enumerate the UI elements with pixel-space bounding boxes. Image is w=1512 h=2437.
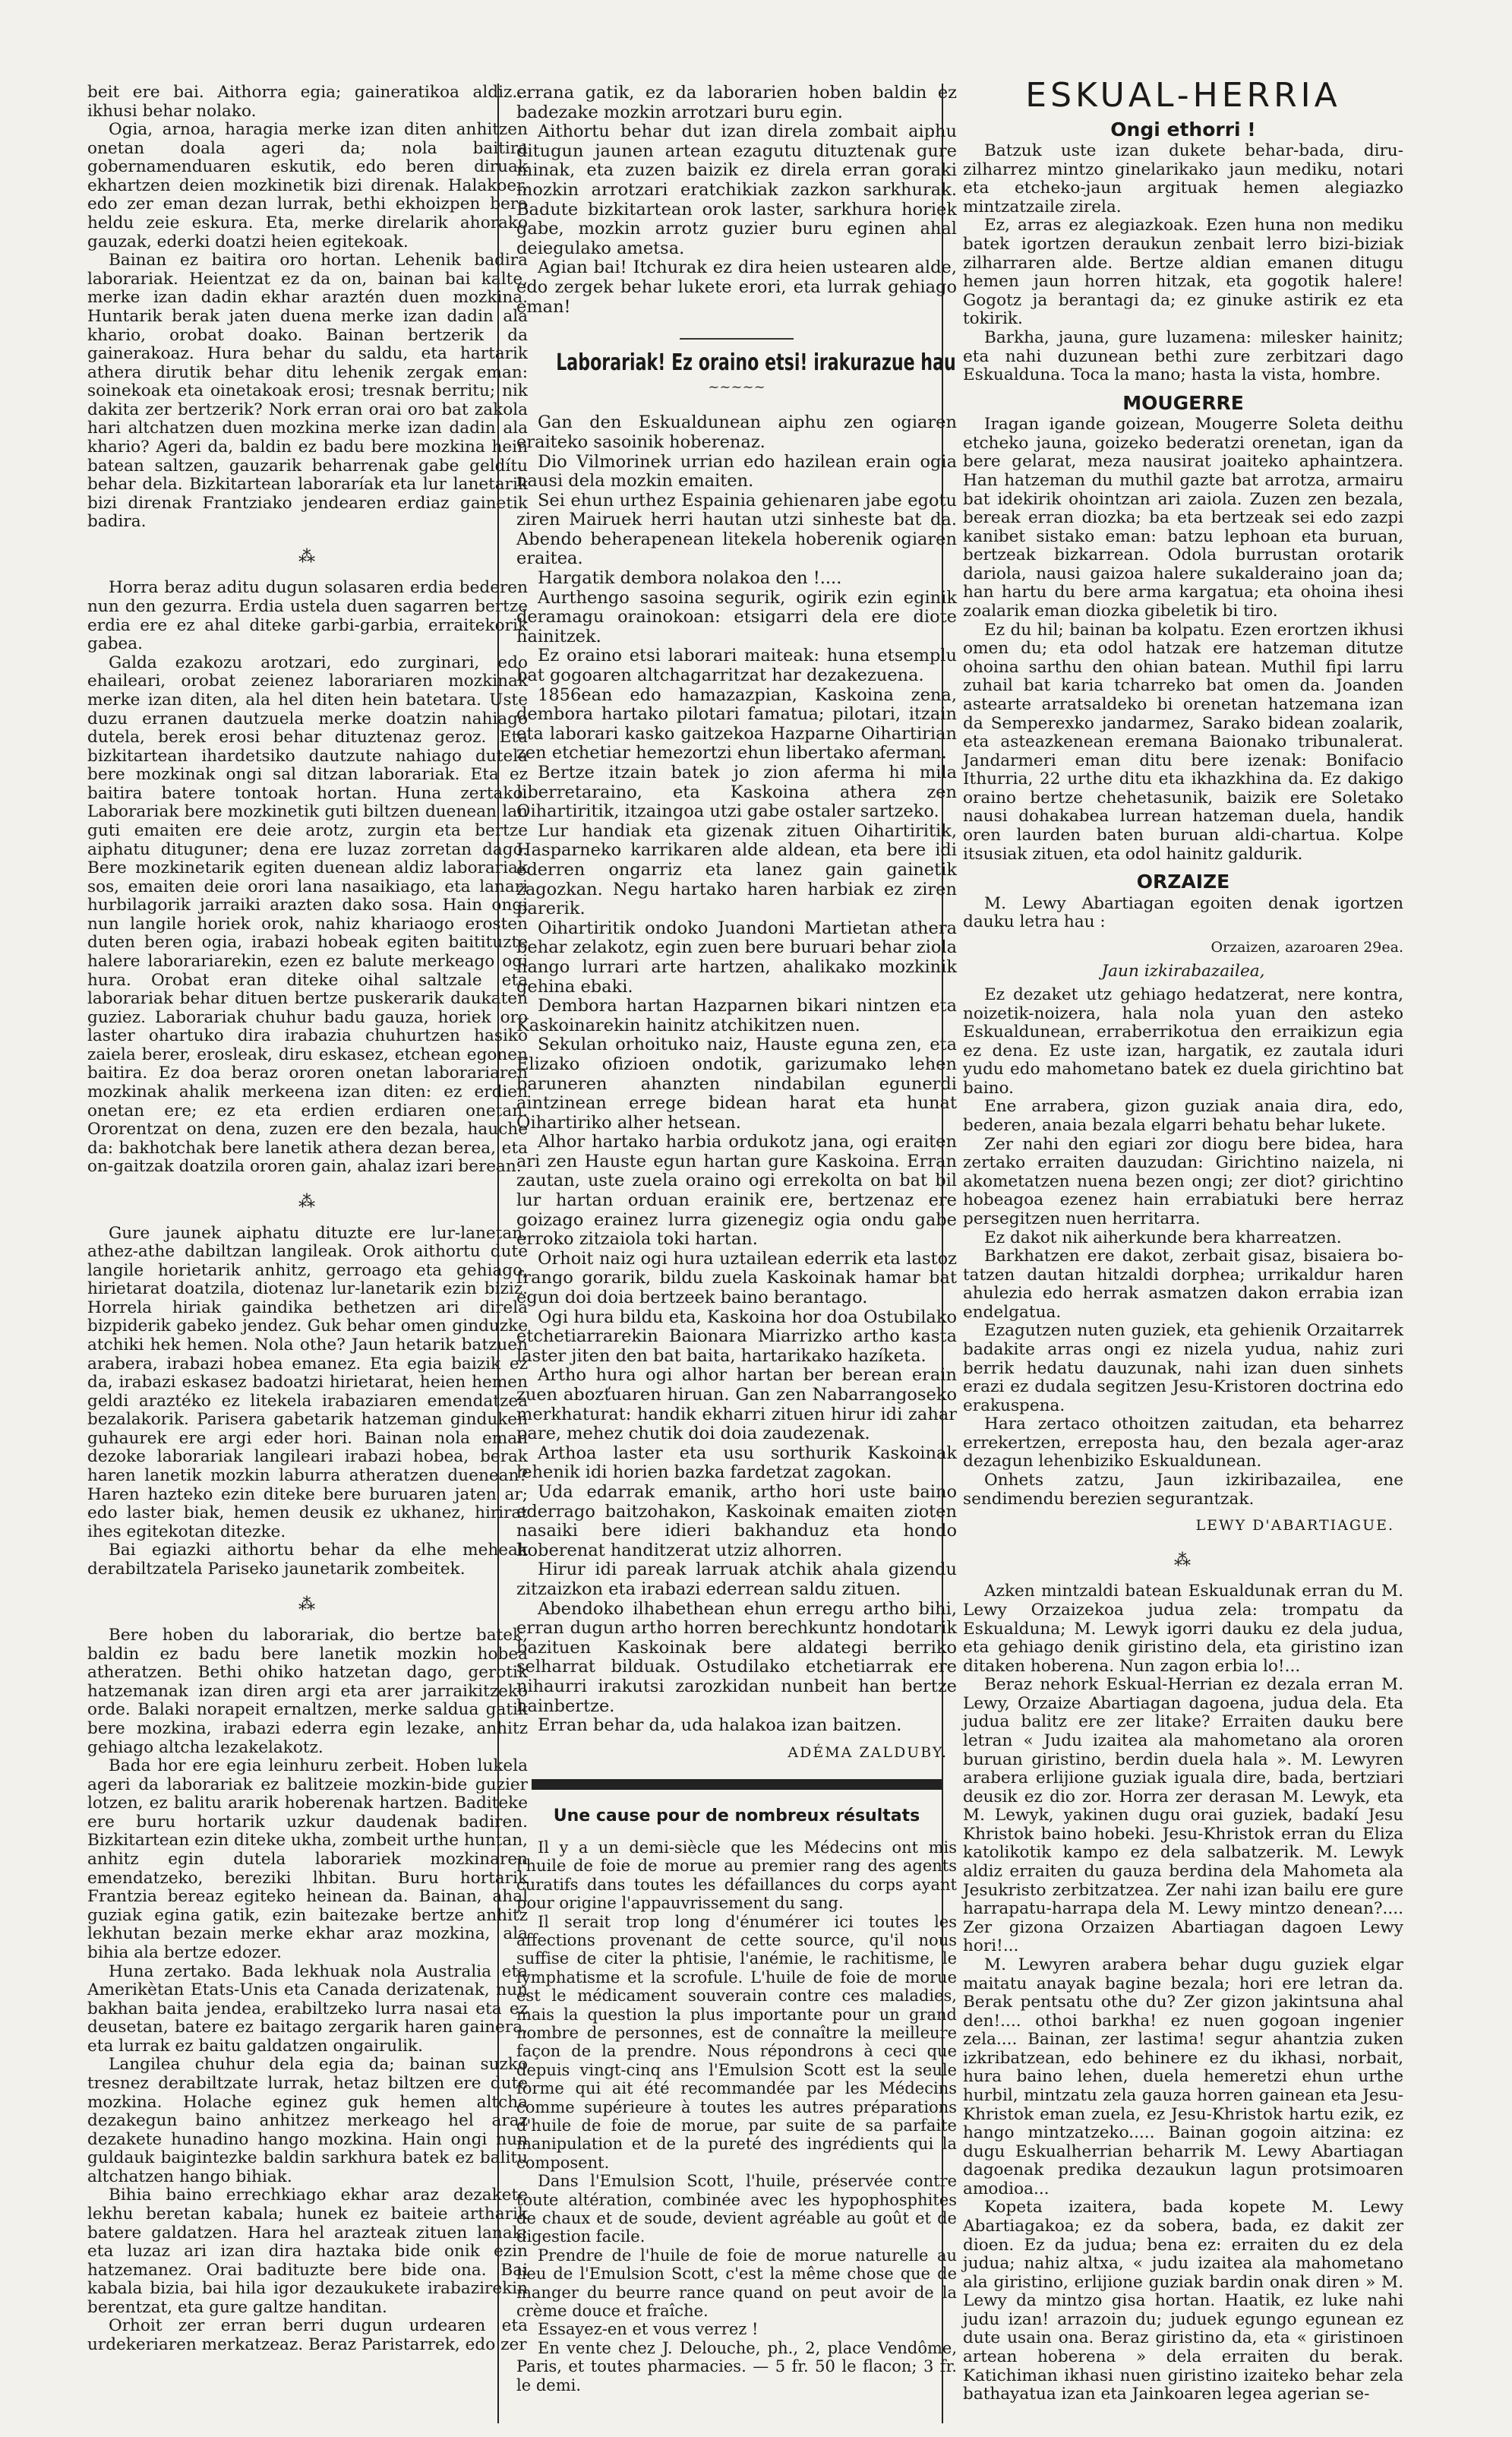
asterism-separator: ⁂	[298, 547, 317, 567]
paragraph: Sei ehun urthez Espainia gehienaren jabe egotu ziren Mairuek herri hautan utzi sinheste bat da. Abendo beherapenean litekela hoberenik ogiaren eraitea.	[516, 490, 957, 569]
paragraph: Bai egiazki aithortu behar da elhe meheak derabiltzatela Pariseko jaunetarik zombeitek.	[87, 1541, 528, 1579]
letter-salutation: Jaun izkirabazailea,	[1101, 962, 1265, 981]
paragraph: Beraz nehork Eskual-Herrian ez dezala erran M. Lewy, Orzaize Abartiagan dagoena, judua dela. Eta judua balitz ere zer litake? Erraiten dauku bere letran « Judu izaitea ala mahometano ala ororen buruan giristino, berdin duela hala ». M. Lewyren arabera erlijione guziak iguala dire, bada, bertziari deusik ez dio zor. Horra zer derasan M. Lewyk, eta M. Lewyk, yakinen dugu orai guziek, badakí Jesu Khristok baino hobeki. Jesu-Khristok erran du Eliza katolikotik kampo ez dela salbatzerik. M. Lewyk aldiz erraiten du gauza berdina dela Mahometa ala Jesukristo zerbitzatzea. Zer nahi izan bailu ere gure harrapatu-harrapa dela M. Lewy mintzo denean?.... Zer gizona Orzaizen Abartiagan dagoen Lewy hori!...	[963, 1675, 1403, 1956]
author-signature: ADÉMA ZALDUBY.	[788, 1743, 948, 1761]
paragraph: 1856ean edo hamazazpian, Kaskoina zena, dembora hartako pilotari famatua; pilotari, itzain eta laborari kasko gaitzekoa Hazparne Oihartirian zen etchetiar hemezortzi ehun libertako aferman.	[516, 684, 957, 763]
section-title: Ongi ethorri !	[1110, 118, 1256, 141]
paragraph: Dans l'Emulsion Scott, l'huile, préservée contre toute altération, combinée avec les hypophosphites de chaux et de soude, devient agréable au goût et de digestion facile.	[516, 2172, 957, 2246]
paragraph: Oihartiritik ondoko Juandoni Martietan athera behar zelakotz, egin zuen bere buruari behar ziola hango lurrari arte hartzen, ahalikako mozkinik gehina ebaki.	[516, 918, 957, 997]
paragraph: Hirur idi pareak larruak atchik ahala gizendu zitzaizkon eta irabazi ederrean saldu zituen.	[516, 1560, 957, 1599]
paragraph: Zer nahi den egiari zor diogu bere bidea, hara zertako erraiten dauzudan: Girichtino naizela, ni akometatzen nuena bezen ongi; zer diot? girichtino hobeagoa ezenez hain errabiatuki bere herraz persegitzen nuen herritarra.	[963, 1134, 1403, 1228]
paragraph: Azken mintzaldi batean Eskualdunak erran du M. Lewy Orzaizekoa judua zela: trompatu da Eskualduna; M. Lewyk igorri dauku ez dela judua, eta gehiago denik giristino dela, eta giristino izan ditaken hoberena. Nun zagon erbia lo!...	[963, 1582, 1403, 1676]
column-2	[516, 84, 957, 2394]
letter-dateline: Orzaizen, azaroaren 29ea.	[1211, 938, 1403, 956]
paragraph: Barkhatzen ere dakot, zerbait gisaz, bisaiera bo-tatzen dautan hitzaldi dorphea; urrikaldur haren ahulezia edo herrak asmatzen dakon errabia izan endelgatua.	[963, 1247, 1403, 1322]
paragraph: Iragan igande goizean, Mougerre Soleta deithu etcheko jauna, goizeko bederatzi orenetan, igan da bere gelarat, meza nausirat joaiteko aphaintzera. Han hatzeman du muthil gazte bat arrotza, armairu bat idekirik ohointzan ari zaiola. Zuzen zen bezala, bereak erran diozka; ba eta bertzeak sei edo zazpi kanibet sistako eman: batzu lephoan eta buruan, bertzeak bizkarrean. Odola burrustan orotarik dariola, nausi gaizoa halere sukalderaino joan da; han hartu du bere arma kargatua; eta ohoina ihesi zoalarik eman diozka gibeletik bi tiro.	[963, 415, 1403, 621]
black-divider-bar	[532, 1779, 942, 1790]
paragraph: Gure jaunek aiphatu dituzte ere lur-lanetan, athez-athe dabiltzan langileak. Orok aithortu dute langile horietarik anhitz, gerroago eta gehiago, hirietarat doatzila, diotenaz lur-lanetarik ezin biziz. Horrela hiriak gaindika bethetzen ari direla bizpiderik gabeko jendez. Guk behar omen ginduzke atchiki hek hemen. Nola othe? Jaun hetarik batzuen arabera, irabazi hobea emanez. Eta egia baizik ez da, irabazi eskasez badoatzi hirietarat, heien hemen geldi araztéko ez litekela irabaziaren emendatzea bezalakorik. Parisera gabetarik hatzeman ginduken guhaurek ere argi eder hori. Bainan nola eman dezoke laborariak langileari irabazi hobea, berak haren lanetik mozkin laburra atheratzen duenean? Haren hazteko ezin diteke bere buruaren jaten ar; edo laster biak, hemen deusik ez ukhanez, hirirat ihes egitekotan ditezke.	[87, 1223, 528, 1541]
paragraph: Ez oraino etsi laborari maiteak: huna etsemplu bat gogoaren altchagarritzat har dezakezuena.	[516, 646, 957, 686]
paragraph: Arthoa laster eta usu sorthurik Kaskoinak lehenik idi horien bazka fardetzat zagokan.	[516, 1443, 957, 1483]
paragraph: Dembora hartan Hazparnen bikari nintzen eta Kaskoinarekin hainitz atchikitzen nuen.	[516, 996, 957, 1035]
paragraph: Ogia, arnoa, haragia merke izan diten anhitzen onetan doala ageri da; nola baitira gobernamenduaren eskutik, edo beren diruak ekhartzen deien mozkinetik bizi direnak. Halakoer, edo zer eman dezan lurrak, bethi ekhoizpen bera heldu zeie eskura. Eta, merke direlarik ahorako gauzak, ederki doatzi heien egitekoak.	[87, 120, 528, 251]
paragraph: Orhoit naiz ogi hura uztailean ederrik eta lastoz frango gorarik, bildu zuela Kaskoinak hamar bat egun doi doia bertzeek baino berantago.	[516, 1248, 957, 1308]
paragraph: beit ere bai. Aithorra egia; gaineratikoa aldiz... ikhusi behar nolako.	[87, 83, 528, 121]
column-1	[87, 84, 528, 2355]
paragraph: Essayez-en et vous verrez !	[538, 2320, 759, 2339]
paragraph: Bere hoben du laborariak, dio bertze batek, baldin ez badu bere lanetik mozkin hobea atheratzen. Bethi ohiko hatzetan dago, gerotik hatzemanak izan diren argi eta arer jarraikitzeko orde. Balaki norapeit ernaltzen, merke saldua gatik bere mozkina, irabazi ederra egin lezake, anhitz gehiago altcha lezakelakotz.	[87, 1626, 528, 1757]
paragraph: M. Lewyren arabera behar dugu guziek elgar maitatu anayak bagine bezala; hori ere letran da. Berak pentsatu othe du? Zer gizon jakintsuna ahal den!.... othoi barkha! ez nuen gogoan ingenier zela.... Bainan, zer lastima! segur ahantzia zuken izkribatzean, edo behinere ez du ikhasi, norbait, hura baino lehen, duela hemeretzi ehun urthe hurbil, mintzatu zela gauza horren gainean eta Jesu-Khristok eman zuela, ez Jesu-Khristok hartu ezik, ez hango mintzatzeko..... Bainan gogoin aitzina: ez dugu Eskualherrian beharrik M. Lewy Abartiagan dagoenak predika dezaukun lagun protsimoaren amodioa...	[963, 1955, 1403, 2198]
paragraph: Aurthengo sasoina segurik, ogirik ezin eginik deramagu orainokoan: etsigarri dela ere diote hainitzek.	[516, 587, 957, 646]
paragraph: Aithortu behar dut izan direla zombait aiphu ditugun jaunen artean ezagutu dituztenak gure minak, eta zuzen baizik ez direla erran goraki mozkin arrotzari eratchikiak zazkon sarkhurak. Badute bizkitartean orok laster, sarkhura horiek gabe, mozkin arrotz guzier buru eginen ahal deiegulako ametsa.	[516, 122, 957, 258]
paragraph: Galda ezakozu arotzari, edo zurginari, edo ehaileari, orobat zeienez laborariaren mozkinak merke izan diten, ala hel diten hein batetara. Uste duzu erranen dautzuela merke doatzin nahiago dutela, berek erosi behar dituztenaz geroz. Eta bizkitartean ihardetsiko dautzute nahiago dutela bere mozkinak ongi sal ditzan laborariak. Eta ez baitira batere tontoak hortan. Huna zertako. Laborariak bere mozkinetik guti biltzen duenean lan guti emaiten ere deie arotz, zurgin eta bertze aiphatu dituguner; dena ere luzaz zorretan dago. Bere mozkinetarik egiten duenean aldiz laborariak sos, emaiten deie orori lana nasaikiago, eta lanari hurbilagorik jarraiki arazten dako sosa. Hain ongi nun langile horiek orok, nahiz khariaogo erosten duten beren ogia, irabazi hobeak egiten baitituzte halere laborariarekin, ezen ez balute merkeago ogi hura. Orobat eran diteke oihal saltzale eta laborariak behar dituen bertze puskerarik daukaten guziez. Laborariak chuhur badu gauza, horiek oro laster ohartuko dira irabazia chuhurtzen hasiko zaiela berer, erosleak, diru eskasez, etchean egonen baitira. Ez doa beraz ororen onetan laborariaren mozkinak ahalik merkeena izan diten: ez erdien onetan ere; ez eta erdien erdiaren onetan. Ororentzat on dena, zuzen ere den bezala, hauche da: bakhotchak bere lanetik athera dezan berea, eta on-gaitzak doatzila ororen gain, ahalaz izari berean.	[87, 653, 528, 1177]
paragraph: Huna zertako. Bada lekhuak nola Australia eta Amerikètan Etats-Unis eta Canada derizatenak, nun bakhan baita jendea, erabiltzeko lurra nasai eta ez deusetan, batere ez baitago zergarik haren gainera, eta lurrak ez baitu galdatzen ongairulik.	[87, 1961, 528, 2056]
paragraph: Barkha, jauna, gure luzamena: milesker hainitz; eta nahi duzunean bethi zure zerbitzari dago Eskualduna. Toca la mano; hasta la vista, hombre.	[963, 327, 1403, 385]
column-3	[963, 76, 1403, 2404]
paragraph: Il serait trop long d'énumérer ici toutes les affections provenant de cette source, qu'il nous suffise de citer la phtisie, l'anémie, le rachitisme, le lymphatisme et la scrofule. L'huile de foie de morue est le médicament souverain contre ces maladies, mais la question la plus importante pour un grand nombre de personnes, est de connaître la meilleure façon de la prendre. Nous répondrons à ceci que depuis vingt-cinq ans l'Emulsion Scott est la seule forme qui ait été recommandée par les Médecins comme supérieure à toutes les autres préparations d'huile de foie de morue, par suite de sa parfaite manipulation et de la pureté des ingrédients qui la composent.	[516, 1912, 957, 2172]
paragraph: Orhoit zer erran berri dugun urdearen eta urdekeriaren merkatzeaz. Beraz Paristarrek, edo zer	[87, 2316, 528, 2355]
paragraph: Abendoko ilhabethean ehun erregu artho bihi, erran dugun artho horren berechkuntz hondotarik bazituen Kaskoinak bere aldategi berriko selharrat bilduak. Ostudilako etchetiarrak ere nihaurri irakutsi zarozkidan nunbeit han bertze hainbertze.	[516, 1598, 957, 1716]
paragraph: Kopeta izaitera, bada kopete M. Lewy Abartiagakoa; ez da sobera, bada, ez dakit zer dioen. Ez da judua; bena ez: erraiten du ez dela judua; nahiz altxa, « judu izaitea ala mahometano ala giristino, erlijione guziak bardin onak diren » M. Lewy da mintzo gisa hortan. Haatik, ez luke nahi judu izan! arrazoin du; juduek egungo egunean ez dute usain ona. Beraz giristino da, eta « giristinoen artean hoberena » dela erraiten du berak. Katichiman ikhasi nuen giristino izaiteko behar zela bathayatua izan eta Jainkoaren legea agerian se-	[963, 2198, 1403, 2404]
paragraph: Ogi hura bildu eta, Kaskoina hor doa Ostubilako etchetiarrarekin Baionara Miarrizko artho kasta laster jiten den bat baita, hartarikako hazíketa.	[516, 1307, 957, 1366]
section-title: ORZAIZE	[1136, 871, 1230, 893]
paragraph: Gan den Eskualdunean aiphu zen ogiaren eraiteko sasoinik hoberenaz.	[516, 412, 957, 452]
wavy-divider: ~~~~~	[708, 378, 765, 395]
letter-body	[963, 986, 1403, 1509]
paragraph: Agian bai! Itchurak ez dira heien ustearen alde, edo zergek behar lukete erori, eta lurrak gehiago eman!	[516, 258, 957, 317]
section-divider	[680, 338, 794, 340]
paragraph: Ezagutzen nuten guziek, eta gehienik Orzaitarrek badakite arras ongi ez nizela yudua, nahiz zuri berrik hedatu dauzunak, nahi izan duen sinhets erazi ez dudala segitzen Jesu-Kristoren doctrina edo erakuspena.	[963, 1321, 1403, 1415]
ad-title: Une cause pour de nombreux résultats	[553, 1806, 920, 1826]
letter-signature: LEWY D'ABARTIAGUE.	[1195, 1517, 1394, 1535]
paragraph: Ez dezaket utz gehiago hedatzerat, nere kontra, noizetik-noizera, hala nola yuan den asteko Eskualdunean, erraberrikotua den erraikizun egia ez dena. Ez uste izan, hargatik, ez zautala iduri yudu edo mahometano batek ez duela girichtino bat baino.	[963, 985, 1403, 1098]
paragraph: Sekulan orhoituko naiz, Hauste eguna zen, eta Elizako ofizioen ondotik, garizumako lehen baruneren ahanzten nindabilan egunerdi aintzinean errege bidean harat eta hunat Oihartiriko alher hetsean.	[516, 1035, 957, 1133]
paragraph: Ez dakot nik aiherkunde bera kharreatzen.	[984, 1228, 1342, 1247]
paragraph: Onhets zatzu, Jaun izkiribazailea, ene sendimendu berezien segurantzak.	[963, 1471, 1403, 1509]
paragraph: Hara zertaco othoitzen zaitudan, eta beharrez errekertzen, erreposta hau, den bezala ager-araz dezagun lehenbiziko Eskualdunean.	[963, 1414, 1403, 1471]
paragraph: Ez, arras ez alegiazkoak. Ezen huna non mediku batek igortzen deraukun zenbait lerro bizi-biziak zilharraren alde. Bertze aldian emanen ditugu hemen jaun horren hitzak, eta gogotik halere! Gogotz ja berantagi da; ez ginuke astirik ez eta tokirik.	[963, 216, 1403, 329]
paragraph: Bihia baino errechkiago ekhar araz dezakete lekhu beretan kabala; hunek ez baiteie artharik batere galdatzen. Hara hel arazteak zituen lanak; eta luzaz ari izan dira haztaka bide onik ezin hatzemanez. Orai badituzte bere bide ona. Bai kabala bizia, bai hila igor dezaukukete irabazirekin berentzat, eta gure galtze handitan.	[87, 2186, 528, 2317]
paragraph: Lur handiak eta gizenak zituen Oihartiritik, Hasparneko karrikaren alde aldean, eta bere idi ederren ongarriz eta lanez gain gainetik zagozkan. Negu hartako haren harbiak ez ziren parerik.	[516, 820, 957, 919]
paragraph: Dio Vilmorinek urrian edo hazilean erain ogia nausi dela mozkin emaiten.	[516, 451, 957, 492]
paragraph: Ez du hil; bainan ba kolpatu. Ezen erortzen ikhusi omen du; eta odol hatzak ere hatzeman ditutze ohoina sarthu den ohian batean. Muthil fipi larru zuhail bat karia tcharreko bat omen da. Joanden astearte arratsaldeko bi orenetan hatzemana izan da Semperexko jandarmez, Sarako bidean zoalarik, eta asteazkenean eremana Baionako tribunalerat. Jandarmeri eman ditu bere izenak: Bonifacio Ithurria, 22 urthe ditu eta ikhazkhina da. Ez dakigo oraino bertze chehetasunik, baizik ere Soletako nausi dohakabea lurrean hatzeman duela, handik oren laurden baten buruan aldi-chartua. Kolpe itsusiak zituen, eta odol hainitz galdurik.	[963, 620, 1403, 864]
paragraph: Langilea chuhur dela egia da; bainan suzko tresnez derabiltzate lurrak, hetaz biltzen ere dute mozkina. Holache eginez guk hemen altcha dezakegun baino anhitzez merkeago hel araz dezakete hunadino hango mozkina. Hain ongi nun guldauk baigintezke baldin sarkhura batek ez balitu altchatzen hango bihiak.	[87, 2055, 528, 2186]
section-title: MOUGERRE	[1122, 391, 1244, 414]
asterism-separator: ⁂	[298, 1192, 317, 1212]
paragraph: Horra beraz aditu dugun solasaren erdia bederen nun den gezurra. Erdia ustela duen sagarren bertze erdia ere ez ahal diteke garbi-garbia, erraitekorik gabea.	[87, 578, 528, 654]
advertisement	[516, 1806, 957, 2394]
paragraph: Bada hor ere egia leinhuru zerbeit. Hoben lukela ageri da laborariak ez balitzeie mozkin-bide guzier lotzen, ez balitu ararik hoberenak hartzen. Baditeke ere buru hortarik uzkur daudenak badiren. Bizkitartean ezin diteke ukha, zombeit urthe huntan, anhitz egin dutela laborariek mozkinaren emendatzeko, bereziki lhbitan. Buru hortarik Frantzia bereaz egiteko heinean da. Bainan, ahal guziak egina gatik, ezin baitezake bertze anhitz lekhutan bezain merke ekhar araz mozkina, ala bihia ala bertze edozer.	[87, 1756, 528, 1962]
paragraph: M. Lewy Abartiagan egoiten denak igortzen dauku letra hau :	[963, 893, 1403, 932]
paragraph: Hargatik dembora nolakoa den !....	[538, 568, 842, 589]
paragraph: Erran behar da, uda halakoa izan baitzen.	[538, 1715, 902, 1736]
paragraph: Prendre de l'huile de foie de morue naturelle au lieu de l'Emulsion Scott, c'est la même chose que de manger du beurre rance quand on peut avoir de la crème douce et fraîche.	[516, 2246, 957, 2321]
paragraph: En vente chez J. Delouche, ph., 2, place Vendôme, Paris, et toutes pharmacies. — 5 fr. 50 le flacon; 3 fr. le demi.	[516, 2338, 957, 2394]
asterism-separator: ⁂	[298, 1595, 317, 1614]
paragraph: Bertze itzain batek jo zion aferma hi mila liberretaraino, eta Kaskoina athera zen Oihartiritik, itzaingoa utzi gabe ostaler sartzeko.	[516, 763, 957, 822]
article-title: Laborariak! Ez oraino etsi! irakurazue hau	[556, 349, 956, 377]
paragraph: Uda edarrak emanik, artho hori uste baino ederrago baitzohakon, Kaskoinak emaiten zioten nasaiki bere idieri bakhanduz eta hondo hoberenat handitzerat utziz alhorren.	[516, 1481, 957, 1560]
paragraph: Batzuk uste izan dukete behar-bada, diru-zilharrez mintzo ginelarikako jaun mediku, notari eta etcheko-jaun argituak hemen alegiazko mintzatzaile zirela.	[963, 141, 1403, 217]
paragraph: Bainan ez baitira oro hortan. Lehenik badira laborariak. Heientzat ez da on, bainan bai kalte, merke izan dadin ekhar araztén duen mozkina. Huntarik berak jaten duena merke izan dadin ala khario, orobat doako. Bainan bertzerik da gainerakoaz. Hura behar du saldu, eta hartarik athera dirutik behar ditu lehenik zergak eman: soinekoak eta oinetakoak erosi; tresnak berritu; nik dakita zer bertzerik? Nork erran orai oro bat zakola hari altchatzen duen mozkina merke izan dadin ala khario? Ageri da, baldin ez badu bere mozkina hein batean saltzen, gauzarik beharrenak gabe geldítu behar dela. Bizkitartean laboraríak eta lur lanetarik bizi direnak Frantziako jendearen erdiaz gainetik badira.	[87, 251, 528, 532]
paragraph: Il y a un demi-siècle que les Médecins ont mis l'huile de foie de morue au premier rang des agents curatifs dans toutes les défaillances du corps ayant pour origine l'appauvrissement du sang.	[516, 1838, 957, 1913]
section-masthead: ESKUAL-HERRIA	[1025, 76, 1341, 115]
paragraph: errana gatik, ez da laborarien hoben baldin ez badezake mozkin arrotzari buru egin.	[516, 83, 957, 122]
paragraph: Alhor hartako harbia ordukotz jana, ogi eraiten ari zen Hauste egun hartan gure Kaskoina. Erran zautan, uste zuela oraino ogi errekolta on bat bil lur hartan orduan erainik ere, bertzenaz ere goizago erainez lurra gizenegiz ogia ondu gabe erroko zitzaiola toki hartan.	[516, 1132, 957, 1250]
paragraph: Ene arrabera, gizon guziak anaia dira, edo, bederen, anaia bezala elgarri behatu behar lukete.	[963, 1097, 1403, 1136]
paragraph: Artho hura ogi alhor hartan ber berean erain zuen abozťuaren hiruan. Gan zen Nabarrangoseko merkhaturat: handik ekharri zituen hirur idi zahar pare, mehez chutik doi doia zaudezenak.	[516, 1365, 957, 1444]
asterism-separator: ⁂	[1174, 1550, 1192, 1570]
